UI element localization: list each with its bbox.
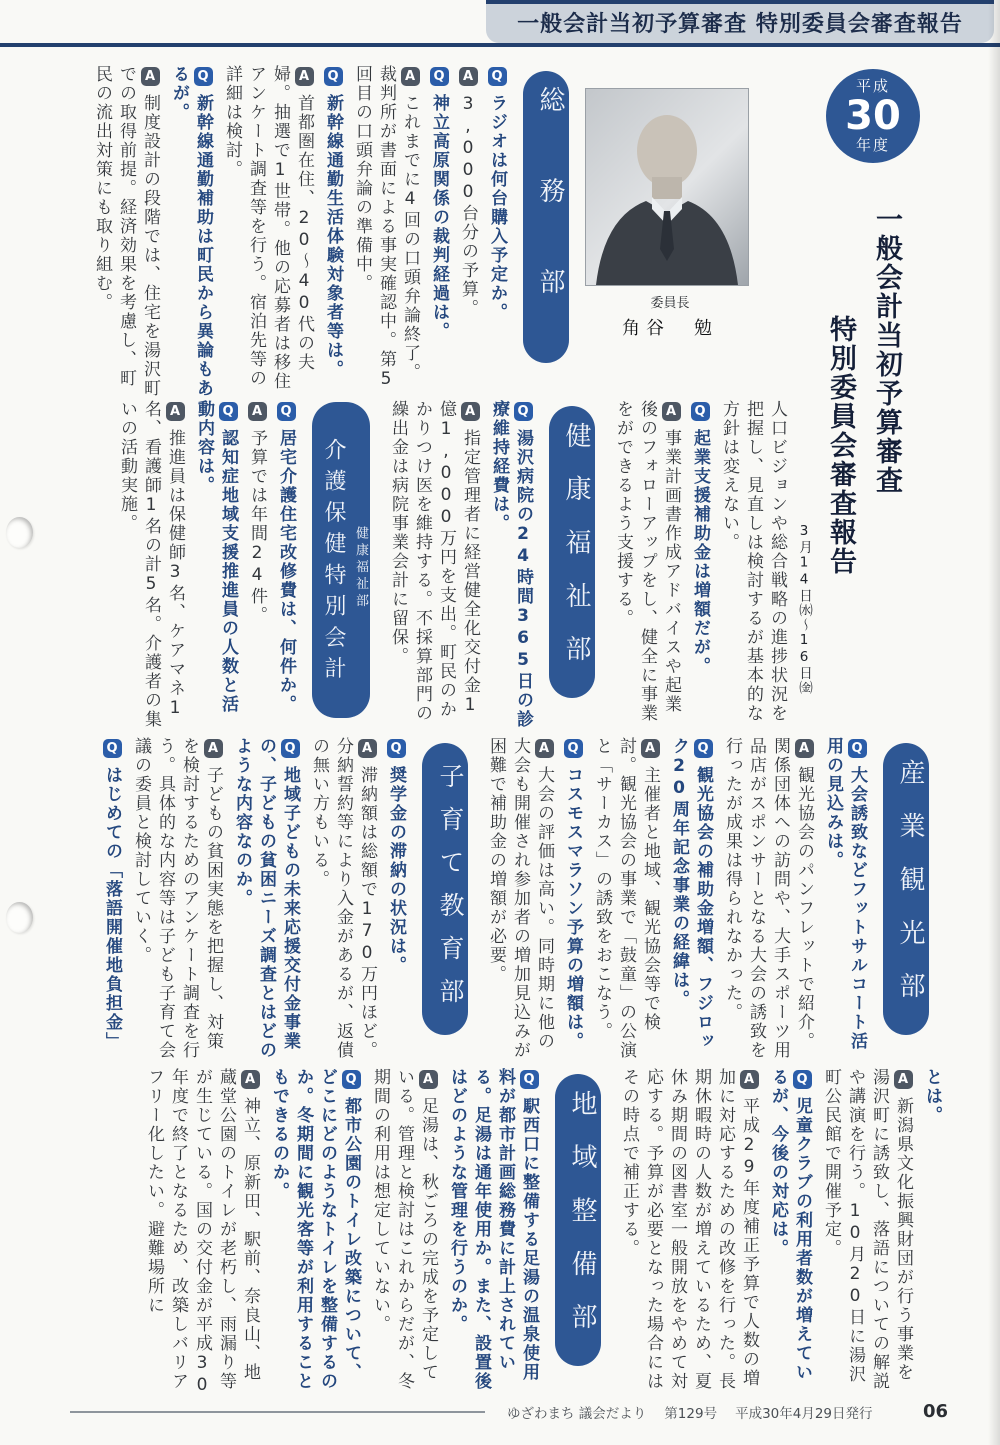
a-icon: A	[459, 67, 478, 86]
section-header-label: 総務部	[535, 85, 565, 359]
section-header-kenko-fukushi-bu	[549, 406, 595, 698]
section-header-kosodate-kyoiku-bu	[422, 743, 468, 1035]
question-item	[485, 65, 509, 400]
answer-item	[819, 1068, 915, 1400]
answer-text: 観光協会のパンフレットで紹介。関係団体への訪問や、大手スポーツ用品店がスポンサーとなる大会の誘致を行ったが成果は得られなかった。	[722, 737, 814, 1060]
answer-text: これまでに4回の口頭弁論終了。裁判所が書面による事実確認中。第5回目の口頭弁論の準備中。	[352, 65, 420, 391]
question-text: 湯沢病院の24時間365日の診療維持経費は。	[489, 400, 533, 729]
question-text: 奨学金の滞納の状況は。	[386, 766, 406, 975]
band-soumu	[55, 65, 755, 400]
question-item	[384, 737, 408, 1065]
year-badge-era: 平成	[855, 76, 890, 95]
answer-item	[90, 65, 162, 400]
photo-caption-name: 角谷 勉	[622, 318, 718, 339]
question-text: 新幹線通勤生活体験対象者等は。	[323, 94, 343, 379]
question-text: 認知症地域支援推進員の人数と活動内容は。	[194, 400, 238, 714]
year-badge-suffix: 年度	[855, 136, 890, 154]
section-header-soumu-bu	[523, 71, 569, 363]
question-item	[427, 65, 451, 400]
main-title	[794, 205, 906, 710]
answer-item	[220, 65, 316, 400]
answer-item	[456, 65, 480, 400]
answer-text: 足湯は、秋ごろの完成を予定している。管理と検討はこれからだが、冬期間の利用は想定していない。	[370, 1068, 438, 1391]
answer-text: 事業計画書作成アドバイスや起業後のフォローアップをし、健全に事業をができるよう支援する。	[613, 400, 681, 723]
q-icon: Q	[520, 1070, 539, 1089]
answer-text: 主催者と地域、観光協会等で検討。観光協会の事業で「鼓童」の公演と「サーカス」の誘致をおこなう。	[592, 737, 660, 1060]
question-text: とは。	[922, 1068, 942, 1125]
section-header-label: 健康福祉部	[561, 421, 591, 689]
section-header-kaigo-hoken-tokubetsu-kaikei	[312, 402, 370, 718]
section-header-chiiki-seibi-bu	[555, 1074, 601, 1366]
answer-item	[717, 400, 789, 730]
answer-item	[142, 1068, 262, 1400]
answer-item	[386, 400, 482, 730]
punch-hole	[6, 517, 33, 548]
answer-item	[245, 400, 269, 730]
q-icon: Q	[694, 739, 713, 758]
year-badge	[826, 69, 920, 163]
question-item	[561, 737, 585, 1065]
question-item	[192, 400, 240, 730]
question-item	[274, 400, 298, 730]
answer-item	[129, 737, 225, 1065]
a-icon: A	[166, 402, 185, 421]
a-icon: A	[248, 402, 267, 421]
question-text: 居宅介護住宅改修費は、何件か。	[276, 429, 296, 714]
q-icon: Q	[219, 402, 238, 421]
section-header-sangyo-kanko-bu	[883, 743, 929, 1035]
punch-hole	[6, 902, 33, 933]
question-text: 起業支援補助金は増額だが。	[690, 429, 710, 676]
question-item	[167, 65, 215, 400]
question-text: 大会誘致などフットサルコート活用の見込みは。	[823, 737, 867, 1051]
section-header-label: 子育て教育部	[436, 762, 465, 1021]
a-icon: A	[894, 1070, 913, 1089]
answer-text: 予算では年間24件。	[247, 429, 267, 625]
question-text: 都市公園のトイレ改築について、どこにどのようなトイレを整備するのか。冬期間に観光客等が利用することもできるのか。	[269, 1068, 361, 1391]
answer-item	[611, 400, 683, 730]
answer-item	[350, 65, 422, 400]
answer-text: 神立、原新田、駅前、奈良山、地蔵堂公園のトイレが老朽し、雨漏り等が生じている。国の交付金が平成30年度で終了となるため、改築しバリアフリー化したい。避難場所に	[144, 1068, 260, 1397]
question-item	[821, 737, 869, 1065]
answer-text: 制度設計の段階では、住宅を湯沢町での取得前提。経済効果を考慮し、町民の流出対策にも取り組む。	[92, 65, 160, 398]
q-icon: Q	[793, 1070, 812, 1089]
band-kenko-fukushi	[55, 400, 790, 730]
question-text: ラジオは何台購入予定か。	[487, 94, 507, 322]
question-text: 観光協会の補助金増額、フジロック20周年記念事業の経緯は。	[669, 737, 713, 1051]
q-icon: Q	[277, 402, 296, 421]
chairman-photo-block	[585, 65, 755, 400]
band-chiiki-seibi	[55, 1068, 945, 1400]
a-icon: A	[141, 67, 160, 86]
question-item	[766, 1068, 814, 1400]
footer-publication: ゆざわまち 議会だより	[507, 1405, 647, 1422]
answer-text: 新潟県文化振興財団が行う事業を湯沢町に誘致し、落語についての解説や講演を行う。10月20日に湯沢町公民館で開催予定。	[821, 1068, 913, 1391]
footer-rule	[70, 1411, 485, 1413]
answer-item	[307, 737, 379, 1065]
answer-text: 3,000台分の予算。	[458, 94, 478, 318]
a-icon: A	[358, 739, 377, 758]
photo-caption-role: 委員長	[650, 296, 690, 311]
main-title-line1: 一般会計当初予算審査	[871, 205, 902, 495]
a-icon: A	[662, 402, 681, 421]
answer-item	[617, 1068, 761, 1400]
q-icon: Q	[564, 739, 583, 758]
report-title-block	[780, 65, 950, 710]
band-sangyo-kosodate	[55, 737, 945, 1065]
answer-text: 推進員は保健師3名、ケアマネ1名、看護師1名の計5名。介護者の集いの活動実施。	[117, 400, 185, 729]
answer-text: 首都圏在住、20〜40代の夫婦。抽選で1世帯。他の応募者は移住アンケート調査等を行う。宿泊先等の詳細は検討。	[222, 65, 314, 391]
a-icon: A	[535, 739, 554, 758]
answer-item	[590, 737, 662, 1065]
question-text: 駅西口に整備する足湯の温泉使用料が都市計画総務費に計上されている。足湯は通年使用か。また、設置後はどのような管理を行うのか。	[447, 1068, 539, 1391]
q-icon: Q	[324, 67, 343, 86]
q-icon: Q	[281, 739, 300, 758]
a-icon: A	[204, 739, 223, 758]
answer-text: 人口ビジョンや総合戦略の進捗状況を把握し、見直しは検討するが基本的な方針は変えない。	[719, 400, 787, 723]
question-text: はじめての「落語開催地負担金」	[102, 766, 122, 1051]
a-icon: A	[461, 402, 480, 421]
answer-text: 指定管理者に経営健全化交付金1億1,000万円を支出。町民のかかりつけ医を維持する。不採算部門の繰出金は病院事業会計に留保。	[388, 400, 480, 723]
main-title-line2: 特別委員会審査報告	[825, 315, 856, 576]
review-date-range: 3月14日㈬〜16日㈮	[796, 523, 812, 695]
answer-item	[720, 737, 816, 1065]
question-item	[920, 1068, 944, 1400]
a-icon: A	[641, 739, 660, 758]
question-text: 新幹線通勤補助は町民から異論もあるが。	[169, 65, 213, 398]
question-item	[100, 737, 124, 1065]
q-icon: Q	[387, 739, 406, 758]
question-text: 地域子どもの未来応援交付金事業の、子どもの貧困ニーズ調査とはどのような内容なのか。	[232, 737, 300, 1060]
q-icon: Q	[848, 739, 867, 758]
page-header-title: 一般会計当初予算審査 特別委員会審査報告	[486, 0, 994, 43]
question-item	[445, 1068, 541, 1400]
answer-text: 滞納額は総額で170万円ほど。分納誓約等により入金があるが、返債の無い方もいる。	[309, 737, 377, 1060]
question-item	[487, 400, 535, 730]
answer-item	[484, 737, 556, 1065]
answer-text: 大会の評価は高い。同時期に他の大会も開催され参加者の増加見込みが困難で補助金の増額が必要。	[486, 737, 554, 1060]
section-header-small-label: 健康福祉部	[353, 525, 368, 611]
q-icon: Q	[342, 1070, 361, 1089]
a-icon: A	[241, 1070, 260, 1089]
question-item	[667, 737, 715, 1065]
section-header-label: 介護保健特別会計	[321, 438, 346, 688]
question-item	[321, 65, 345, 400]
year-badge-year: 30	[845, 93, 901, 139]
chairman-photo	[585, 88, 749, 286]
q-icon: Q	[194, 67, 213, 86]
question-text: 神立高原関係の裁判経過は。	[429, 94, 449, 341]
a-icon: A	[419, 1070, 438, 1089]
answer-text: 子どもの貧困実態を把握し、対策を検討するためのアンケート調査を行う。具体的な内容等は子ども子育て会議の委員と検討していく。	[131, 737, 223, 1060]
answer-item	[368, 1068, 440, 1400]
q-icon: Q	[514, 402, 533, 421]
a-icon: A	[795, 739, 814, 758]
section-header-label: 地域整備部	[567, 1089, 597, 1357]
q-icon: Q	[103, 739, 122, 758]
page-number: 06	[922, 1401, 948, 1422]
question-text: 児童クラブの利用者数が増えているが、今後の対応は。	[768, 1068, 812, 1382]
q-icon: Q	[691, 402, 710, 421]
q-icon: Q	[488, 67, 507, 86]
question-item	[267, 1068, 363, 1400]
q-icon: Q	[430, 67, 449, 86]
question-text: コスモスマラソン予算の増額は。	[563, 766, 583, 1051]
question-item	[688, 400, 712, 730]
footer-issue: 第129号	[664, 1405, 718, 1422]
a-icon: A	[295, 67, 314, 86]
photo-caption	[585, 292, 755, 340]
page-footer	[70, 1401, 948, 1422]
a-icon: A	[740, 1070, 759, 1089]
a-icon: A	[401, 67, 420, 86]
answer-text: 平成29年度補正予算で人数の増加に対応するための改修を行った。長期休暇時の人数が増えているため、夏休み期間の図書室一般開放をやめて対応する。予算が必要となった場合にはその時点で補正する。	[619, 1068, 759, 1391]
answer-item	[115, 400, 187, 730]
footer-publish-date: 平成30年4月29日発行	[735, 1405, 873, 1422]
portrait-silhouette	[586, 89, 748, 285]
question-item	[230, 737, 302, 1065]
section-header-label: 産業観光部	[895, 758, 925, 1026]
